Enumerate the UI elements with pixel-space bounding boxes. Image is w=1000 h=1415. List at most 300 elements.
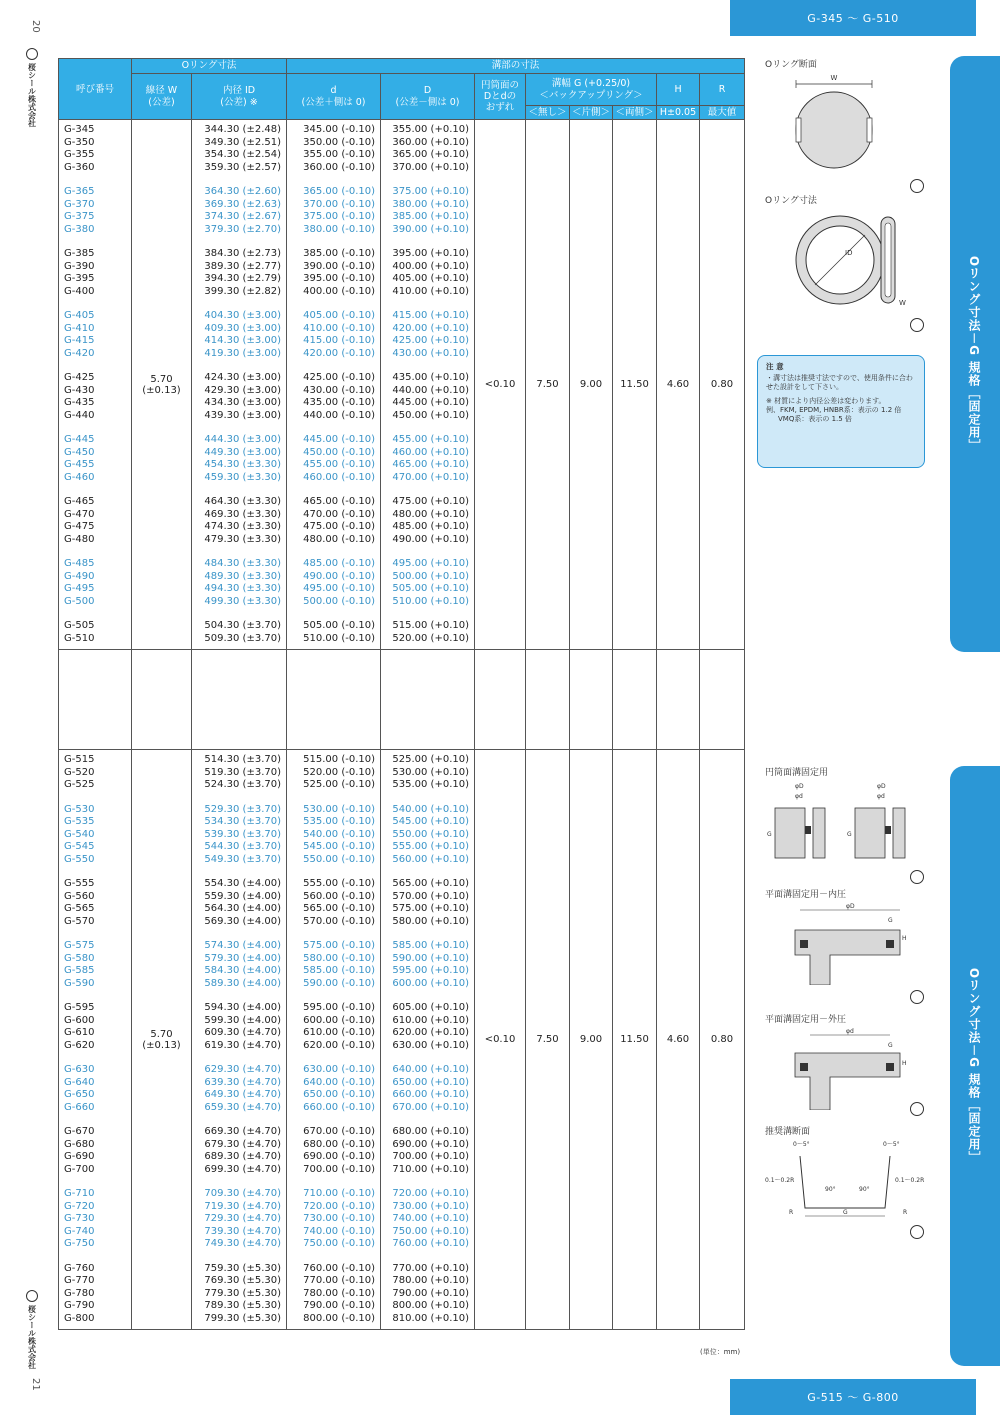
cell-value: 535.00 (+0.10) bbox=[392, 779, 470, 791]
cell-value: 680.00 (+0.10) bbox=[392, 1126, 470, 1138]
row-group bbox=[64, 1126, 126, 1176]
cell-value: 555.00 (-0.10) bbox=[303, 878, 376, 890]
cell-value: 504.30 (±3.70) bbox=[204, 620, 282, 632]
col-group-groove: 溝部の寸法 bbox=[287, 59, 745, 74]
cell-value: 365.00 (-0.10) bbox=[303, 186, 376, 198]
cell-value: 355.00 (-0.10) bbox=[303, 149, 376, 161]
cell-value: G-560 bbox=[64, 890, 95, 902]
cell-value: 729.30 (±4.70) bbox=[204, 1213, 282, 1225]
row-group bbox=[197, 940, 281, 990]
svg-text:φd: φd bbox=[846, 1028, 854, 1035]
cell-value: G-440 bbox=[64, 409, 95, 421]
col-header-w: 線径 W (公差) bbox=[132, 74, 192, 120]
cylindrical-groove-figure bbox=[765, 778, 915, 863]
cell-value: 780.00 (-0.10) bbox=[303, 1287, 376, 1299]
brand-name: 桜シール株式会社 bbox=[27, 1305, 37, 1369]
cell-value: G-550 bbox=[64, 853, 95, 865]
svg-text:R: R bbox=[903, 1209, 908, 1216]
cell-value: 424.30 (±3.00) bbox=[204, 372, 282, 384]
cell-value: G-770 bbox=[64, 1275, 95, 1287]
unit-note: (単位：mm) bbox=[700, 1348, 741, 1356]
cell-value: G-585 bbox=[64, 965, 95, 977]
row-group bbox=[292, 1126, 375, 1176]
recommended-groove-title: 推奨溝断面 bbox=[765, 1127, 811, 1137]
cell-value: 365.00 (+0.10) bbox=[392, 149, 470, 161]
svg-text:φD: φD bbox=[877, 783, 886, 790]
row-group bbox=[386, 248, 469, 298]
cell-value: G-500 bbox=[64, 595, 95, 607]
row-group bbox=[64, 878, 126, 928]
g-none-cell: 7.50 bbox=[526, 120, 570, 650]
range-tab-bottom: G-515 〜 G-800 bbox=[730, 1379, 976, 1415]
watermark-icon bbox=[910, 870, 924, 884]
cell-value: 700.00 (+0.10) bbox=[392, 1151, 470, 1163]
id-label: ID bbox=[845, 249, 853, 257]
row-group bbox=[386, 1263, 469, 1326]
row-group bbox=[64, 186, 126, 236]
row-group bbox=[64, 124, 126, 174]
cell-value: 544.30 (±3.70) bbox=[204, 841, 282, 853]
cell-value: 480.00 (+0.10) bbox=[392, 508, 470, 520]
cell-value: 350.00 (-0.10) bbox=[303, 136, 376, 148]
cell-value: 600.00 (+0.10) bbox=[392, 977, 470, 989]
row-group bbox=[386, 372, 469, 422]
svg-text:H: H bbox=[902, 935, 907, 942]
cell-value: 485.00 (-0.10) bbox=[303, 558, 376, 570]
row-group bbox=[64, 940, 126, 990]
cell-value: 505.00 (+0.10) bbox=[392, 583, 470, 595]
cell-value: 454.30 (±3.30) bbox=[204, 459, 282, 471]
cross-section-title: Oリング断面 bbox=[765, 60, 817, 70]
cell-value: 639.30 (±4.70) bbox=[204, 1076, 282, 1088]
brand-name: 桜シール株式会社 bbox=[27, 63, 37, 127]
cell-value: 690.00 (+0.10) bbox=[392, 1138, 470, 1150]
cell-value: 600.00 (-0.10) bbox=[303, 1014, 376, 1026]
row-group bbox=[386, 558, 469, 608]
cell-value: 584.30 (±4.00) bbox=[204, 965, 282, 977]
note-title: 注 意 bbox=[766, 362, 784, 371]
D-cell bbox=[381, 750, 475, 1330]
cell-value: 559.30 (±4.00) bbox=[204, 890, 282, 902]
cell-value: 519.30 (±3.70) bbox=[204, 766, 282, 778]
cell-value: 510.00 (+0.10) bbox=[392, 595, 470, 607]
col-header-g-none: ＜無し＞ bbox=[526, 106, 570, 120]
cell-value: 779.30 (±5.30) bbox=[204, 1287, 282, 1299]
row-group bbox=[197, 620, 281, 645]
cell-value: 640.00 (-0.10) bbox=[303, 1076, 376, 1088]
cell-value: 800.00 (-0.10) bbox=[303, 1312, 376, 1324]
col-header-h-tol: H±0.05 bbox=[657, 106, 700, 120]
cell-value: G-465 bbox=[64, 496, 95, 508]
col-header-r-max: 最大値 bbox=[700, 106, 745, 120]
cell-value: 525.00 (-0.10) bbox=[303, 779, 376, 791]
row-group bbox=[197, 1188, 281, 1251]
name-cell bbox=[59, 120, 132, 650]
id-cell bbox=[192, 120, 287, 650]
cell-value: 510.00 (-0.10) bbox=[303, 632, 376, 644]
row-group bbox=[64, 1188, 126, 1251]
col-header-name: 呼び番号 bbox=[59, 59, 132, 120]
svg-text:R: R bbox=[789, 1209, 794, 1216]
cell-value: 770.00 (-0.10) bbox=[303, 1275, 376, 1287]
cell-value: G-630 bbox=[64, 1064, 95, 1076]
r-cell: 0.80 bbox=[700, 750, 745, 1330]
g-two-cell: 11.50 bbox=[613, 120, 657, 650]
cell-value: G-450 bbox=[64, 446, 95, 458]
cell-value: 380.00 (-0.10) bbox=[303, 223, 376, 235]
note-text: ※ 材質により内径公差は変わります。 bbox=[766, 396, 886, 405]
cell-value: 540.00 (+0.10) bbox=[392, 803, 470, 815]
row-group bbox=[292, 124, 375, 174]
row-group bbox=[386, 124, 469, 174]
svg-text:0.1〜0.2R: 0.1〜0.2R bbox=[765, 1177, 795, 1184]
row-group bbox=[386, 434, 469, 484]
D-cell bbox=[381, 120, 475, 650]
cell-value: 659.30 (±4.70) bbox=[204, 1101, 282, 1113]
row-group bbox=[386, 310, 469, 360]
cell-value: 670.00 (+0.10) bbox=[392, 1101, 470, 1113]
cell-value: 375.00 (-0.10) bbox=[303, 211, 376, 223]
oring-dimension-figure bbox=[795, 205, 925, 320]
cell-value: G-460 bbox=[64, 471, 95, 483]
flat-groove-external-figure bbox=[790, 1025, 920, 1110]
cell-value: 500.00 (-0.10) bbox=[303, 595, 376, 607]
cell-value: 760.00 (+0.10) bbox=[392, 1238, 470, 1250]
cell-value: 570.00 (+0.10) bbox=[392, 890, 470, 902]
cell-value: 660.00 (-0.10) bbox=[303, 1101, 376, 1113]
row-group bbox=[386, 940, 469, 990]
watermark-icon bbox=[910, 990, 924, 1004]
cell-value: G-535 bbox=[64, 816, 95, 828]
oring-dimension-table bbox=[58, 58, 745, 1330]
col-header-eccentricity: 円筒面の Dとdの おずれ bbox=[475, 74, 526, 120]
cell-value: 354.30 (±2.54) bbox=[204, 149, 282, 161]
cell-value: 730.00 (-0.10) bbox=[303, 1213, 376, 1225]
col-group-oring: Oリング寸法 bbox=[132, 59, 287, 74]
brand-logo-top bbox=[26, 48, 38, 127]
cell-value: G-545 bbox=[64, 841, 95, 853]
row-group bbox=[386, 804, 469, 867]
row-group bbox=[386, 620, 469, 645]
cell-value: 459.30 (±3.30) bbox=[204, 471, 282, 483]
cell-value: 434.30 (±3.00) bbox=[204, 397, 282, 409]
cell-value: 649.30 (±4.70) bbox=[204, 1089, 282, 1101]
cell-value: 680.00 (-0.10) bbox=[303, 1138, 376, 1150]
cell-value: 550.00 (+0.10) bbox=[392, 828, 470, 840]
row-group bbox=[64, 248, 126, 298]
g-one-cell: 9.00 bbox=[570, 120, 613, 650]
cell-value: 720.00 (-0.10) bbox=[303, 1200, 376, 1212]
cell-value: 489.30 (±3.30) bbox=[204, 570, 282, 582]
cell-value: 534.30 (±3.70) bbox=[204, 816, 282, 828]
cell-value: 575.00 (+0.10) bbox=[392, 903, 470, 915]
cell-value: 750.00 (-0.10) bbox=[303, 1238, 376, 1250]
cell-value: 545.00 (+0.10) bbox=[392, 816, 470, 828]
cell-value: 669.30 (±4.70) bbox=[204, 1126, 282, 1138]
cell-value: 470.00 (-0.10) bbox=[303, 508, 376, 520]
row-group bbox=[197, 124, 281, 174]
cell-value: G-355 bbox=[64, 149, 95, 161]
row-group bbox=[386, 754, 469, 792]
cell-value: G-430 bbox=[64, 384, 95, 396]
cell-value: G-760 bbox=[64, 1262, 95, 1274]
cell-value: G-510 bbox=[64, 632, 95, 644]
cell-value: 455.00 (+0.10) bbox=[392, 434, 470, 446]
svg-text:G: G bbox=[847, 831, 852, 838]
cell-value: 610.00 (+0.10) bbox=[392, 1014, 470, 1026]
cell-value: 530.00 (-0.10) bbox=[303, 803, 376, 815]
cell-value: 494.30 (±3.30) bbox=[204, 583, 282, 595]
svg-text:0〜5°: 0〜5° bbox=[793, 1141, 810, 1148]
cell-value: 609.30 (±4.70) bbox=[204, 1027, 282, 1039]
cell-value: 515.00 (+0.10) bbox=[392, 620, 470, 632]
note-text: ・溝寸法は推奨寸法ですので、使用条件に合わせた設計をして下さい。 bbox=[766, 373, 913, 391]
cell-value: G-370 bbox=[64, 198, 95, 210]
cell-value: 650.00 (-0.10) bbox=[303, 1089, 376, 1101]
cell-value: 445.00 (+0.10) bbox=[392, 397, 470, 409]
row-group bbox=[64, 1263, 126, 1326]
cell-value: 539.30 (±3.70) bbox=[204, 828, 282, 840]
name-cell bbox=[59, 750, 132, 1330]
svg-text:G: G bbox=[843, 1209, 848, 1216]
cell-value: 620.00 (-0.10) bbox=[303, 1039, 376, 1051]
cell-value: 359.30 (±2.57) bbox=[204, 161, 282, 173]
cell-value: 429.30 (±3.00) bbox=[204, 384, 282, 396]
side-tab-bottom bbox=[950, 766, 1000, 1366]
cell-value: 384.30 (±2.73) bbox=[204, 248, 282, 260]
svg-text:φd: φd bbox=[877, 793, 885, 800]
cell-value: 629.30 (±4.70) bbox=[204, 1064, 282, 1076]
cell-value: 394.30 (±2.79) bbox=[204, 273, 282, 285]
row-group bbox=[386, 1002, 469, 1052]
cell-value: G-365 bbox=[64, 186, 95, 198]
cell-value: 389.30 (±2.77) bbox=[204, 260, 282, 272]
row-group bbox=[64, 434, 126, 484]
caution-note bbox=[757, 355, 925, 468]
row-group bbox=[197, 804, 281, 867]
svg-text:G: G bbox=[767, 831, 772, 838]
cell-value: 360.00 (-0.10) bbox=[303, 161, 376, 173]
cell-value: 474.30 (±3.30) bbox=[204, 521, 282, 533]
cell-value: 455.00 (-0.10) bbox=[303, 459, 376, 471]
cell-value: 599.30 (±4.00) bbox=[204, 1014, 282, 1026]
row-group bbox=[292, 372, 375, 422]
side-tab-label: Oリング寸法－G 規格［固定用］ bbox=[967, 255, 981, 453]
cell-value: 630.00 (-0.10) bbox=[303, 1064, 376, 1076]
cell-value: 560.00 (+0.10) bbox=[392, 853, 470, 865]
cell-value: G-600 bbox=[64, 1014, 95, 1026]
cell-value: G-720 bbox=[64, 1200, 95, 1212]
cell-value: 464.30 (±3.30) bbox=[204, 496, 282, 508]
cell-value: 405.00 (-0.10) bbox=[303, 310, 376, 322]
note-text: VMQ系：表示の 1.5 倍 bbox=[778, 415, 852, 424]
brand-logo-bottom bbox=[26, 1290, 38, 1369]
cell-value: 565.00 (-0.10) bbox=[303, 903, 376, 915]
range-tab-top: G-345 〜 G-510 bbox=[730, 0, 976, 36]
cell-value: 410.00 (+0.10) bbox=[392, 285, 470, 297]
row-group bbox=[386, 878, 469, 928]
cell-value: 374.30 (±2.67) bbox=[204, 211, 282, 223]
cell-value: G-390 bbox=[64, 260, 95, 272]
row-group bbox=[292, 620, 375, 645]
w-cell: 5.70 (±0.13) bbox=[132, 750, 192, 1330]
cell-value: G-515 bbox=[64, 754, 95, 766]
cell-value: 699.30 (±4.70) bbox=[204, 1163, 282, 1175]
cell-value: G-455 bbox=[64, 459, 95, 471]
cell-value: 610.00 (-0.10) bbox=[303, 1027, 376, 1039]
cell-value: 475.00 (+0.10) bbox=[392, 496, 470, 508]
d-cell bbox=[287, 120, 381, 650]
r-cell: 0.80 bbox=[700, 120, 745, 650]
cell-value: 524.30 (±3.70) bbox=[204, 779, 282, 791]
row-group bbox=[197, 496, 281, 546]
cell-value: G-480 bbox=[64, 533, 95, 545]
row-group bbox=[197, 186, 281, 236]
col-header-D: D (公差－側は 0) bbox=[381, 74, 475, 120]
d-cell bbox=[287, 750, 381, 1330]
cell-value: 450.00 (+0.10) bbox=[392, 409, 470, 421]
cell-value: G-690 bbox=[64, 1151, 95, 1163]
cell-value: 690.00 (-0.10) bbox=[303, 1151, 376, 1163]
side-tab-top bbox=[950, 56, 1000, 652]
cell-value: 585.00 (+0.10) bbox=[392, 940, 470, 952]
cell-value: 439.30 (±3.00) bbox=[204, 409, 282, 421]
brand-icon bbox=[26, 48, 38, 60]
cell-value: 585.00 (-0.10) bbox=[303, 965, 376, 977]
col-header-g-one: ＜片側＞ bbox=[570, 106, 613, 120]
cell-value: 415.00 (+0.10) bbox=[392, 310, 470, 322]
svg-text:H: H bbox=[902, 1060, 907, 1067]
row-group bbox=[197, 754, 281, 792]
cell-value: 545.00 (-0.10) bbox=[303, 841, 376, 853]
cell-value: 580.00 (+0.10) bbox=[392, 915, 470, 927]
cell-value: 535.00 (-0.10) bbox=[303, 816, 376, 828]
row-group bbox=[292, 804, 375, 867]
cell-value: 500.00 (+0.10) bbox=[392, 570, 470, 582]
cell-value: 419.30 (±3.00) bbox=[204, 347, 282, 359]
cell-value: 349.30 (±2.51) bbox=[204, 136, 282, 148]
cell-value: G-740 bbox=[64, 1225, 95, 1237]
cell-value: 740.00 (+0.10) bbox=[392, 1213, 470, 1225]
cell-value: 630.00 (+0.10) bbox=[392, 1039, 470, 1051]
cell-value: 739.30 (±4.70) bbox=[204, 1225, 282, 1237]
g-one-cell: 9.00 bbox=[570, 750, 613, 1330]
cell-value: G-570 bbox=[64, 915, 95, 927]
cell-value: 465.00 (+0.10) bbox=[392, 459, 470, 471]
cell-value: 395.00 (+0.10) bbox=[392, 248, 470, 260]
cell-value: 710.00 (-0.10) bbox=[303, 1188, 376, 1200]
cell-value: G-670 bbox=[64, 1126, 95, 1138]
cell-value: 780.00 (+0.10) bbox=[392, 1275, 470, 1287]
cell-value: G-610 bbox=[64, 1027, 95, 1039]
cell-value: 689.30 (±4.70) bbox=[204, 1151, 282, 1163]
cell-value: 404.30 (±3.00) bbox=[204, 310, 282, 322]
cell-value: 595.00 (+0.10) bbox=[392, 965, 470, 977]
cell-value: 525.00 (+0.10) bbox=[392, 754, 470, 766]
cell-value: 344.30 (±2.48) bbox=[204, 124, 282, 136]
cell-value: G-435 bbox=[64, 397, 95, 409]
cell-value: 570.00 (-0.10) bbox=[303, 915, 376, 927]
cell-value: 400.00 (-0.10) bbox=[303, 285, 376, 297]
row-group bbox=[64, 496, 126, 546]
cell-value: 799.30 (±5.30) bbox=[204, 1312, 282, 1324]
side-tab-label: Oリング寸法－G 規格［固定用］ bbox=[967, 967, 981, 1165]
w-label: W bbox=[830, 74, 838, 82]
row-group bbox=[197, 1126, 281, 1176]
cell-value: 770.00 (+0.10) bbox=[392, 1262, 470, 1274]
row-group bbox=[386, 496, 469, 546]
row-group bbox=[292, 1188, 375, 1251]
cell-value: G-380 bbox=[64, 223, 95, 235]
cell-value: 740.00 (-0.10) bbox=[303, 1225, 376, 1237]
cell-value: 720.00 (+0.10) bbox=[392, 1188, 470, 1200]
cell-value: G-470 bbox=[64, 508, 95, 520]
row-group bbox=[292, 878, 375, 928]
cell-value: G-780 bbox=[64, 1287, 95, 1299]
cell-value: 514.30 (±3.70) bbox=[204, 754, 282, 766]
watermark-icon bbox=[910, 179, 924, 193]
cell-value: G-710 bbox=[64, 1188, 95, 1200]
cell-value: 445.00 (-0.10) bbox=[303, 434, 376, 446]
cell-value: G-350 bbox=[64, 136, 95, 148]
cell-value: 749.30 (±4.70) bbox=[204, 1238, 282, 1250]
cell-value: 605.00 (+0.10) bbox=[392, 1002, 470, 1014]
cell-value: 619.30 (±4.70) bbox=[204, 1039, 282, 1051]
cell-value: 430.00 (-0.10) bbox=[303, 384, 376, 396]
row-group bbox=[197, 434, 281, 484]
cell-value: 390.00 (+0.10) bbox=[392, 223, 470, 235]
table-gap-row bbox=[59, 650, 745, 750]
cell-value: 440.00 (+0.10) bbox=[392, 384, 470, 396]
cell-value: 580.00 (-0.10) bbox=[303, 952, 376, 964]
cell-value: 670.00 (-0.10) bbox=[303, 1126, 376, 1138]
cell-value: 650.00 (+0.10) bbox=[392, 1076, 470, 1088]
cell-value: 709.30 (±4.70) bbox=[204, 1188, 282, 1200]
cell-value: 395.00 (-0.10) bbox=[303, 273, 376, 285]
cell-value: 800.00 (+0.10) bbox=[392, 1300, 470, 1312]
cell-value: 549.30 (±3.70) bbox=[204, 853, 282, 865]
row-group bbox=[292, 434, 375, 484]
flat-groove-internal-title: 平面溝固定用－内圧 bbox=[765, 890, 847, 900]
cell-value: 345.00 (-0.10) bbox=[303, 124, 376, 136]
cell-value: G-555 bbox=[64, 878, 95, 890]
row-group bbox=[292, 1263, 375, 1326]
cell-value: G-520 bbox=[64, 766, 95, 778]
cell-value: G-595 bbox=[64, 1002, 95, 1014]
row-group bbox=[292, 1002, 375, 1052]
h-cell: 4.60 bbox=[657, 120, 700, 650]
note-text: 例、FKM, EPDM, HNBR系：表示の 1.2 倍 bbox=[766, 406, 902, 415]
cell-value: 595.00 (-0.10) bbox=[303, 1002, 376, 1014]
row-group bbox=[292, 754, 375, 792]
cell-value: 385.00 (+0.10) bbox=[392, 211, 470, 223]
cell-value: 355.00 (+0.10) bbox=[392, 124, 470, 136]
cell-value: 480.00 (-0.10) bbox=[303, 533, 376, 545]
cell-value: 515.00 (-0.10) bbox=[303, 754, 376, 766]
cell-value: G-525 bbox=[64, 779, 95, 791]
cell-value: 400.00 (+0.10) bbox=[392, 260, 470, 272]
cell-value: 415.00 (-0.10) bbox=[303, 335, 376, 347]
cell-value: 520.00 (-0.10) bbox=[303, 766, 376, 778]
cell-value: G-385 bbox=[64, 248, 95, 260]
cell-value: 385.00 (-0.10) bbox=[303, 248, 376, 260]
cell-value: 574.30 (±4.00) bbox=[204, 940, 282, 952]
cell-value: G-530 bbox=[64, 803, 95, 815]
cell-value: 790.00 (-0.10) bbox=[303, 1300, 376, 1312]
dimension-title: Oリング寸法 bbox=[765, 196, 817, 206]
cell-value: G-575 bbox=[64, 940, 95, 952]
col-header-g-two: ＜両側＞ bbox=[613, 106, 657, 120]
